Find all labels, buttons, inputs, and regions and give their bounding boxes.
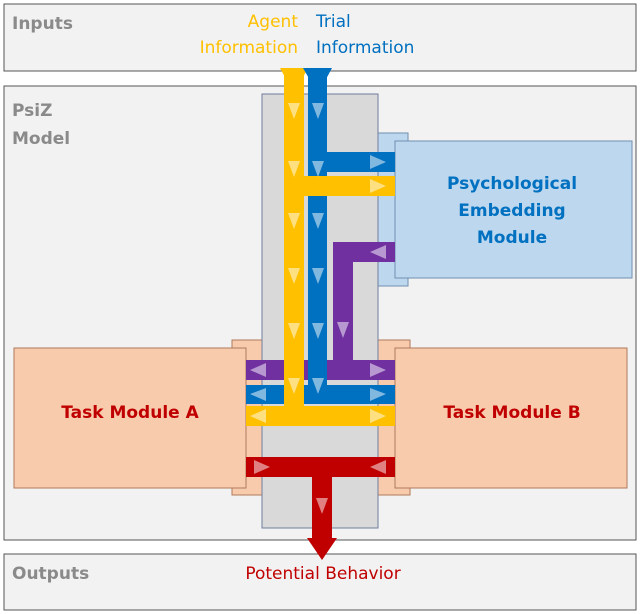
trial-info-label-line2: Information bbox=[316, 38, 415, 58]
embedding-module-label-line3: Module bbox=[476, 228, 548, 248]
agent-info-label-line1: Agent bbox=[247, 12, 298, 32]
agent-info-label-line2: Information bbox=[199, 38, 298, 58]
model-label-line1: PsiZ bbox=[12, 101, 53, 121]
inputs-label: Inputs bbox=[12, 14, 73, 34]
model-label-line2: Model bbox=[12, 129, 71, 149]
agent-line-vertical bbox=[284, 68, 304, 424]
potential-behavior-label: Potential Behavior bbox=[245, 564, 401, 584]
task-module-b-label: Task Module B bbox=[443, 403, 581, 423]
embedding-module-label-line1: Psychological bbox=[446, 174, 578, 194]
task-module-a-label: Task Module A bbox=[61, 403, 199, 423]
trial-info-label-line1: Trial bbox=[316, 12, 351, 32]
trial-line-vertical bbox=[308, 68, 327, 402]
embedding-module-label-line2: Embedding bbox=[458, 201, 566, 221]
outputs-label: Outputs bbox=[12, 564, 90, 584]
